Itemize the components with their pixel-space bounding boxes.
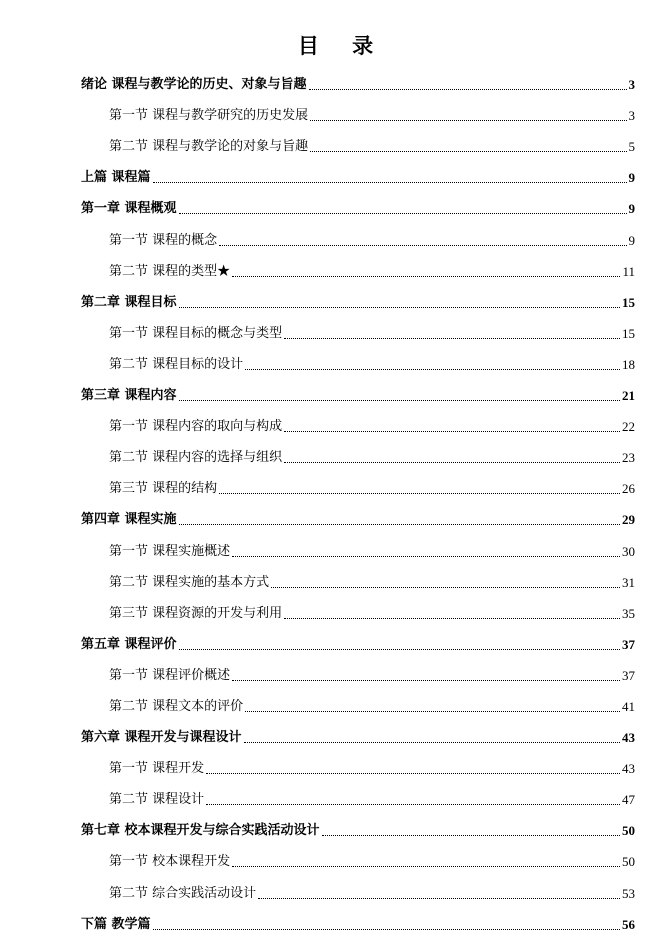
toc-page-number: 35 <box>622 605 635 621</box>
toc-page-number: 21 <box>622 388 635 404</box>
dot-leader <box>219 245 626 246</box>
toc-section-entry[interactable] <box>0 533 671 564</box>
toc-page-number: 3 <box>628 108 635 124</box>
dot-leader <box>310 151 626 152</box>
toc-entry-title: 第一节 课程与教学研究的历史发展 <box>109 108 309 124</box>
toc-section-entry[interactable] <box>0 409 671 440</box>
toc-page-number: 30 <box>622 543 635 559</box>
toc-section-entry[interactable] <box>0 440 671 471</box>
dot-leader <box>219 493 620 494</box>
dot-leader <box>206 804 620 805</box>
dot-leader <box>232 276 620 277</box>
toc-chapter-entry[interactable] <box>0 502 671 533</box>
dot-leader <box>310 120 626 121</box>
dot-leader <box>322 835 620 836</box>
toc-page-number: 47 <box>622 792 635 808</box>
toc-page-number: 3 <box>628 77 635 93</box>
toc-entry-title: 第二节 课程文本的评价 <box>109 698 244 714</box>
toc-entry-title: 第一节 课程内容的取向与构成 <box>109 419 283 435</box>
toc-entry-title: 第二节 课程内容的选择与组织 <box>109 450 283 466</box>
toc-section-entry[interactable] <box>0 875 671 906</box>
toc-chapter-entry[interactable] <box>0 160 671 191</box>
dot-leader <box>153 929 620 930</box>
toc-page-number: 26 <box>622 481 635 497</box>
dot-leader <box>232 680 620 681</box>
toc-entry-title: 第一节 校本课程开发 <box>109 854 231 870</box>
toc-section-entry[interactable] <box>0 782 671 813</box>
toc-section-entry[interactable] <box>0 98 671 129</box>
dot-leader <box>284 338 620 339</box>
toc-entry-title: 第一章 课程概观 <box>81 201 177 217</box>
toc-page-number: 53 <box>622 885 635 901</box>
dot-leader <box>179 307 620 308</box>
toc-entry-title: 第三节 课程资源的开发与利用 <box>109 605 283 621</box>
toc-page-number: 50 <box>622 854 635 870</box>
dot-leader <box>245 711 620 712</box>
toc-page-number: 43 <box>622 730 635 746</box>
dot-leader <box>245 369 620 370</box>
dot-leader <box>179 524 620 525</box>
toc-page-number: 9 <box>628 232 635 248</box>
toc-entry-title: 第一节 课程评价概述 <box>109 667 231 683</box>
dot-leader <box>232 866 620 867</box>
toc-entry-title: 第七章 校本课程开发与综合实践活动设计 <box>81 823 320 839</box>
toc-entry-title: 第二章 课程目标 <box>81 294 177 310</box>
dot-leader <box>179 400 620 401</box>
toc-entry-title: 第二节 课程设计 <box>109 792 205 808</box>
toc-entry-title: 第二节 课程的类型★ <box>109 263 231 279</box>
toc-page-number: 31 <box>622 574 635 590</box>
toc-chapter-entry[interactable] <box>0 67 671 98</box>
toc-page-number: 15 <box>622 294 635 310</box>
toc-section-entry[interactable] <box>0 596 671 627</box>
toc-chapter-entry[interactable] <box>0 285 671 316</box>
toc-chapter-entry[interactable] <box>0 191 671 222</box>
toc-entry-title: 第一节 课程的概念 <box>109 232 218 248</box>
dot-leader <box>284 462 620 463</box>
toc-entry-title: 第三节 课程的结构 <box>109 481 218 497</box>
toc-page-number: 37 <box>622 667 635 683</box>
toc-page-number: 29 <box>622 512 635 528</box>
toc-entry-title: 第二节 课程与教学论的对象与旨趣 <box>109 139 309 155</box>
table-of-contents <box>0 67 671 938</box>
toc-entry-title: 第五章 课程评价 <box>81 636 177 652</box>
toc-entry-title: 第六章 课程开发与课程设计 <box>81 730 242 746</box>
dot-leader <box>179 213 627 214</box>
toc-entry-title: 下篇 教学篇 <box>81 916 151 932</box>
toc-entry-title: 第一节 课程实施概述 <box>109 543 231 559</box>
toc-page-number: 56 <box>622 916 635 932</box>
toc-chapter-entry[interactable] <box>0 627 671 658</box>
toc-section-entry[interactable] <box>0 316 671 347</box>
toc-entry-title: 第三章 课程内容 <box>81 388 177 404</box>
toc-entry-title: 第二节 综合实践活动设计 <box>109 885 257 901</box>
toc-chapter-entry[interactable] <box>0 378 671 409</box>
toc-page-number: 50 <box>622 823 635 839</box>
toc-page-number: 37 <box>622 636 635 652</box>
toc-page-number: 5 <box>628 139 635 155</box>
toc-chapter-entry[interactable] <box>0 720 671 751</box>
toc-page-number: 22 <box>622 419 635 435</box>
dot-leader <box>309 89 627 90</box>
toc-page-number: 43 <box>622 761 635 777</box>
toc-section-entry[interactable] <box>0 347 671 378</box>
dot-leader <box>179 649 620 650</box>
toc-section-entry[interactable] <box>0 254 671 285</box>
dot-leader <box>206 773 620 774</box>
toc-page-number: 23 <box>622 450 635 466</box>
toc-chapter-entry[interactable] <box>0 907 671 938</box>
toc-entry-title: 上篇 课程篇 <box>81 170 151 186</box>
dot-leader <box>284 618 620 619</box>
dot-leader <box>244 742 620 743</box>
toc-entry-title: 第一节 课程开发 <box>109 761 205 777</box>
toc-page-number: 9 <box>628 170 635 186</box>
toc-entry-title: 第四章 课程实施 <box>81 512 177 528</box>
toc-chapter-entry[interactable] <box>0 813 671 844</box>
dot-leader <box>284 431 620 432</box>
toc-section-entry[interactable] <box>0 658 671 689</box>
toc-entry-title: 第一节 课程目标的概念与类型 <box>109 325 283 341</box>
dot-leader <box>153 182 627 183</box>
toc-page-number: 11 <box>622 263 635 279</box>
toc-section-entry[interactable] <box>0 471 671 502</box>
dot-leader <box>271 587 620 588</box>
dot-leader <box>258 898 620 899</box>
toc-entry-title: 第二节 课程目标的设计 <box>109 356 244 372</box>
toc-page-number: 41 <box>622 698 635 714</box>
toc-section-entry[interactable] <box>0 689 671 720</box>
toc-entry-title: 绪论 课程与教学论的历史、对象与旨趣 <box>81 77 307 93</box>
toc-section-entry[interactable] <box>0 751 671 782</box>
dot-leader <box>232 556 620 557</box>
toc-page-number: 18 <box>622 356 635 372</box>
toc-section-entry[interactable] <box>0 844 671 875</box>
toc-section-entry[interactable] <box>0 129 671 160</box>
toc-entry-title: 第二节 课程实施的基本方式 <box>109 574 270 590</box>
toc-section-entry[interactable] <box>0 565 671 596</box>
toc-page-number: 9 <box>628 201 635 217</box>
toc-page-number: 15 <box>622 325 635 341</box>
toc-section-entry[interactable] <box>0 222 671 253</box>
page-title: 目 录 <box>297 34 387 58</box>
